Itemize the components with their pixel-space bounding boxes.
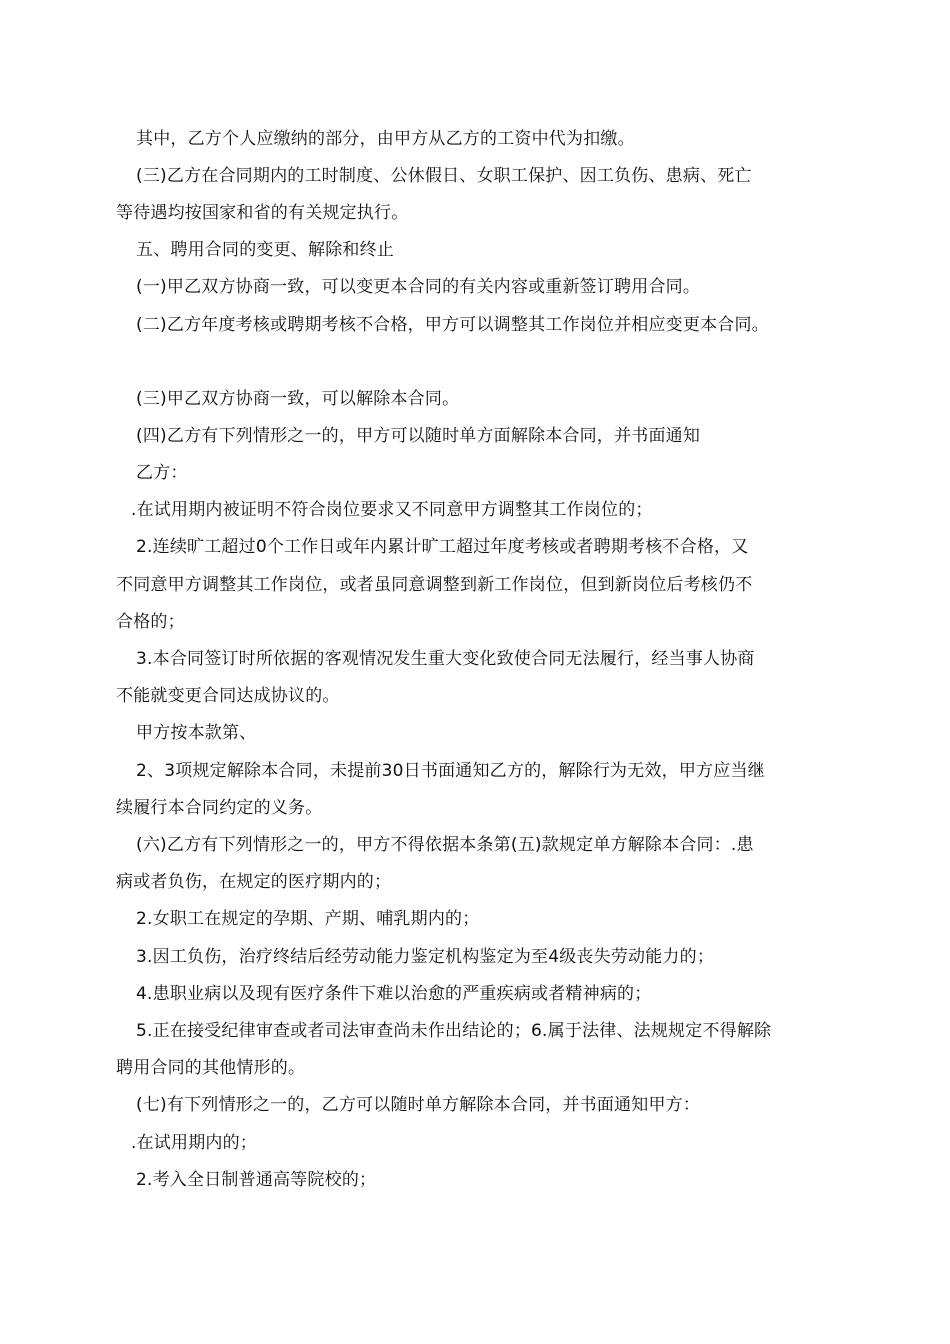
list-item: 3.本合同签订时所依据的客观情况发生重大变化致使合同无法履行，经当事人协商 — [136, 649, 755, 669]
paragraph-line: 甲方按本款第、 — [136, 723, 257, 743]
paragraph-line: 合格的； — [116, 612, 185, 632]
paragraph-line: 续履行本合同约定的义务。 — [116, 798, 323, 818]
list-item: .在试用期内的； — [131, 1133, 258, 1153]
paragraph-line: (六)乙方有下列情形之一的，甲方不得依据本条第(五)款规定单方解除本合同：.患 — [136, 835, 754, 855]
paragraph-line: 2、3项规定解除本合同，未提前30日书面通知乙方的，解除行为无效，甲方应当继 — [136, 761, 765, 781]
list-item: 5.正在接受纪律审查或者司法审查尚未作出结论的；6.属于法律、法规规定不得解除 — [136, 1021, 772, 1041]
list-item: .在试用期内被证明不符合岗位要求又不同意甲方调整其工作岗位的； — [131, 500, 653, 520]
list-item: 4.患职业病以及现有医疗条件下难以治愈的严重疾病或者精神病的； — [136, 984, 652, 1004]
paragraph-line: 等待遇均按国家和省的有关规定执行。 — [116, 203, 409, 223]
paragraph-line: (一)甲乙双方协商一致，可以变更本合同的有关内容或重新签订聘用合同。 — [136, 277, 701, 297]
paragraph-line: (二)乙方年度考核或聘期考核不合格，甲方可以调整其工作岗位并相应变更本合同。 — [136, 315, 769, 335]
list-item: 3.因工负伤，治疗终结后经劳动能力鉴定机构鉴定为至4级丧失劳动能力的； — [136, 947, 715, 967]
paragraph-line: (三)乙方在合同期内的工时制度、公休假日、女职工保护、因工负伤、患病、死亡 — [136, 166, 752, 186]
list-item: 2.考入全日制普通高等院校的； — [136, 1170, 377, 1190]
section-heading: 五、聘用合同的变更、解除和终止 — [136, 240, 394, 260]
paragraph-line: 聘用合同的其他情形的。 — [116, 1058, 306, 1078]
paragraph-line: 不同意甲方调整其工作岗位，或者虽同意调整到新工作岗位，但到新岗位后考核仍不 — [116, 575, 753, 595]
list-item: 2.女职工在规定的孕期、产期、哺乳期内的； — [136, 909, 480, 929]
paragraph-line: 不能就变更合同达成协议的。 — [116, 686, 340, 706]
paragraph-line: 其中，乙方个人应缴纳的部分，由甲方从乙方的工资中代为扣缴。 — [136, 129, 635, 149]
paragraph-line: 乙方： — [136, 463, 188, 483]
paragraph-line: 病或者负伤，在规定的医疗期内的； — [116, 872, 392, 892]
paragraph-line: (七)有下列情形之一的，乙方可以随时单方解除本合同，并书面通知甲方： — [136, 1095, 701, 1115]
paragraph-line: (四)乙方有下列情形之一的，甲方可以随时单方面解除本合同，并书面通知 — [136, 426, 701, 446]
paragraph-line: (三)甲乙双方协商一致，可以解除本合同。 — [136, 389, 460, 409]
list-item: 2.连续旷工超过0个工作日或年内累计旷工超过年度考核或者聘期考核不合格，又 — [136, 537, 749, 557]
